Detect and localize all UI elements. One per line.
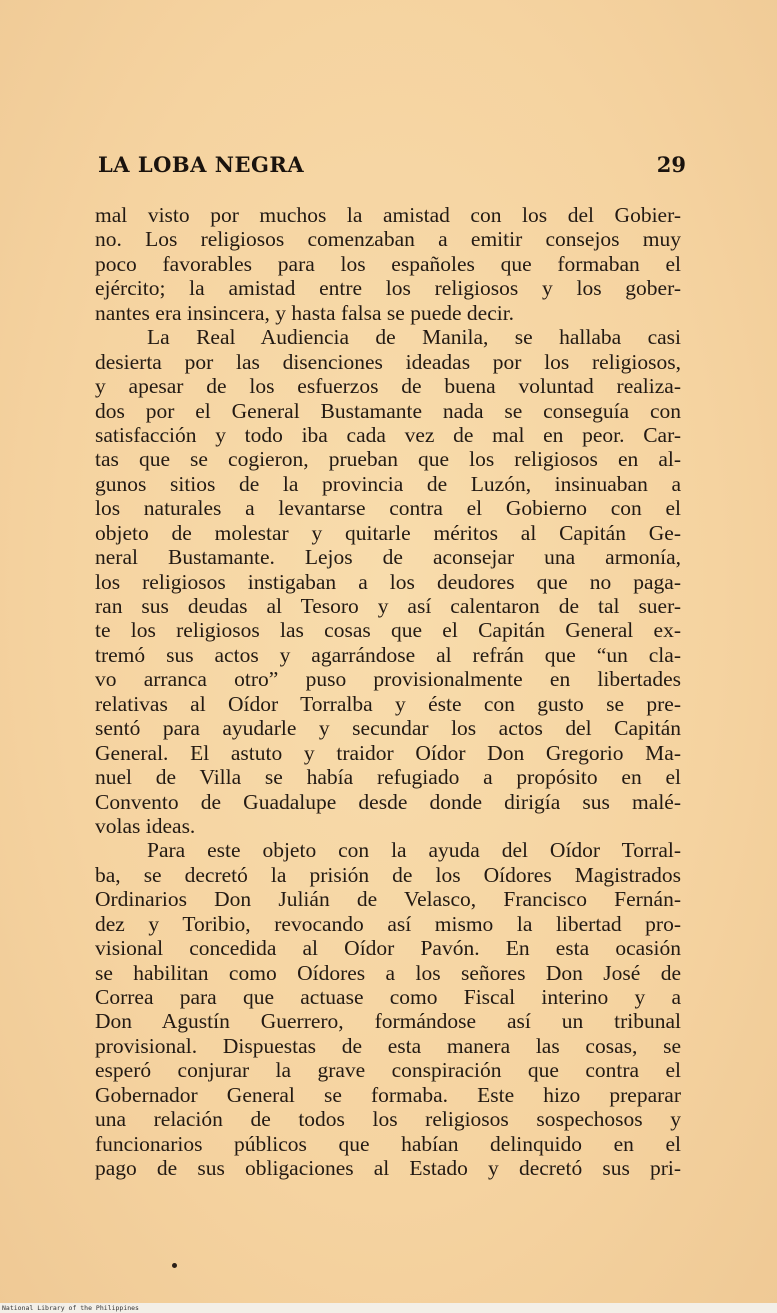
text-line: dez y Toribio, revocando así mismo la libertad pro-	[95, 911, 681, 936]
library-credit: National Library of the Philippines	[2, 1304, 139, 1312]
text-line: poco favorables para los españoles que formaban el	[95, 251, 681, 276]
text-line: esperó conjurar la grave conspiración que contra el	[95, 1058, 681, 1083]
text-line: y apesar de los esfuerzos de buena voluntad realiza-	[95, 374, 681, 399]
page-number: 29	[656, 152, 686, 177]
text-line: gunos sitios de la provincia de Luzón, insinuaban a	[95, 471, 681, 496]
text-line: sentó para ayudarle y secundar los actos del Capitán	[95, 716, 681, 741]
body-text	[95, 203, 681, 1181]
text-line: nantes era insincera, y hasta falsa se puede decir.	[95, 300, 515, 325]
text-line: dos por el General Bustamante nada se conseguía con	[95, 398, 681, 423]
text-line: ran sus deudas al Tesoro y así calentaron de tal suer-	[95, 594, 681, 618]
text-line: desierta por las disenciones ideadas por los religiosos,	[95, 349, 681, 374]
text-line: provisional. Dispuestas de esta manera las cosas, se	[95, 1033, 681, 1058]
text-line: Convento de Guadalupe desde donde dirigía sus malé-	[95, 789, 681, 814]
text-line: funcionarios públicos que habían delinquido en el	[95, 1131, 681, 1156]
text-line: satisfacción y todo iba cada vez de mal en peor. Car-	[95, 422, 681, 447]
text-line: General. El astuto y traidor Oídor Don Gregorio Ma-	[95, 740, 681, 765]
text-line: los religiosos instigaban a los deudores que no paga-	[95, 569, 681, 594]
text-line: nuel de Villa se había refugiado a propósito en el	[95, 765, 681, 790]
text-line: se habilitan como Oídores a los señores Don José de	[95, 960, 681, 985]
text-line: Don Agustín Guerrero, formándose así un tribunal	[95, 1009, 681, 1034]
text-line: pago de sus obligaciones al Estado y decretó sus pri-	[95, 1156, 681, 1181]
paragraph-first-line: Para este objeto con la ayuda del Oídor Torral-	[147, 838, 681, 863]
text-line: vo arranca otro” puso provisionalmente en libertades	[95, 667, 681, 692]
text-line: ba, se decretó la prisión de los Oídores Magistrados	[95, 862, 681, 887]
running-title: LA LOBA NEGRA	[98, 152, 305, 177]
text-line: visional concedida al Oídor Pavón. En esta ocasión	[95, 936, 681, 961]
text-line: tas que se cogieron, prueban que los religiosos en al-	[95, 447, 681, 472]
text-line: ejército; la amistad entre los religiosos y los gober-	[95, 276, 681, 301]
text-line: volas ideas.	[95, 813, 196, 838]
text-line: neral Bustamante. Lejos de aconsejar una armonía,	[95, 545, 681, 570]
text-line: tremó sus actos y agarrándose al refrán que “un cla-	[95, 642, 681, 667]
text-line: Correa para que actuase como Fiscal interino y a	[95, 985, 681, 1009]
text-line: objeto de molestar y quitarle méritos al Capitán Ge-	[95, 520, 681, 545]
text-line: mal visto por muchos la amistad con los del Gobier-	[95, 203, 681, 227]
text-line: no. Los religiosos comenzaban a emitir consejos muy	[95, 227, 681, 252]
text-line: una relación de todos los religiosos sospechosos y	[95, 1107, 681, 1132]
text-line: Ordinarios Don Julián de Velasco, Francisco Fernán-	[95, 887, 681, 912]
ink-speck	[172, 1263, 177, 1268]
text-line: relativas al Oídor Torralba y éste con gusto se pre-	[95, 691, 681, 716]
text-line: Gobernador General se formaba. Este hizo preparar	[95, 1082, 681, 1107]
text-line: te los religiosos las cosas que el Capitán General ex-	[95, 618, 681, 643]
text-line: los naturales a levantarse contra el Gobierno con el	[95, 496, 681, 521]
page-header	[98, 148, 688, 180]
paragraph-first-line: La Real Audiencia de Manila, se hallaba casi	[147, 325, 681, 350]
